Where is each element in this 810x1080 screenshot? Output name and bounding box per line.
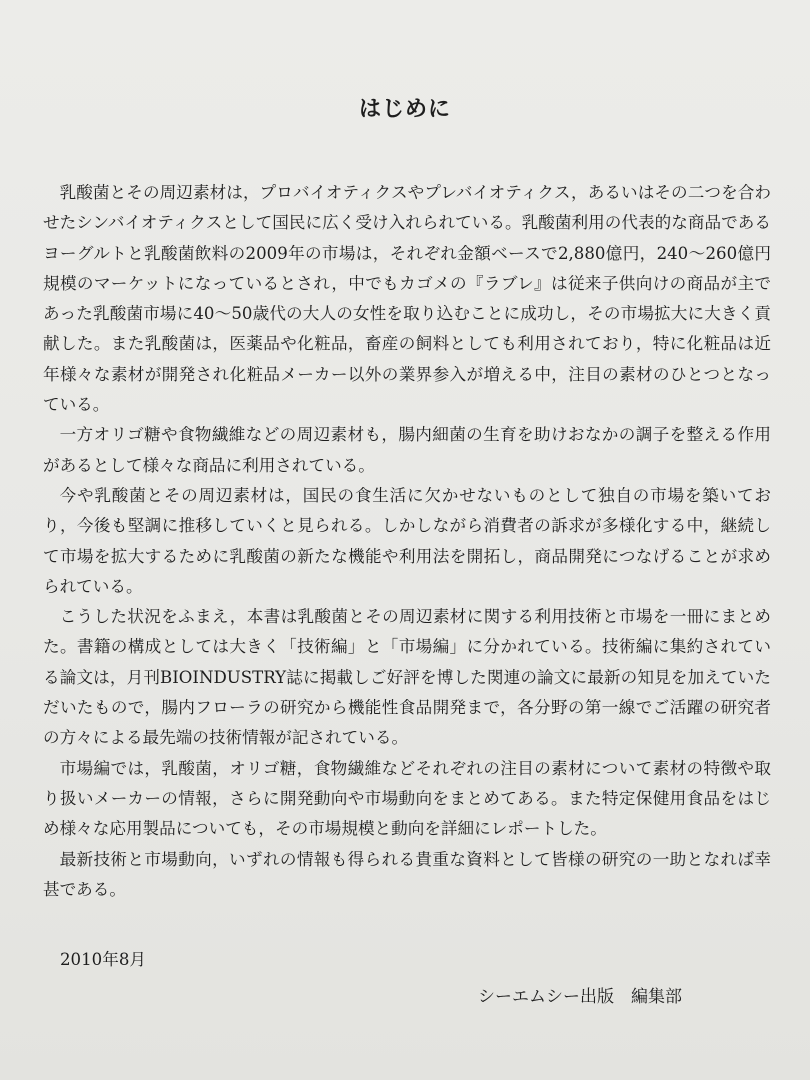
paragraph-3: 今や乳酸菌とその周辺素材は，国民の食生活に欠かせないものとして独自の市場を築いており，今後も堅調に推移していくと見られる。しかしながら消費者の訴求が多様化する中，継続して市場を拡大するために乳酸菌の新たな機能や利用法を開拓し，商品開発につなげることが求められている。: [43, 485, 771, 596]
publisher-signature: シーエムシー出版 編集部: [478, 987, 682, 1007]
paragraph-1: 乳酸菌とその周辺素材は，プロバイオティクスやプレバイオティクス，あるいはその二つを合わせたシンバイオティクスとして国民に広く受け入れられている。乳酸菌利用の代表的な商品であるヨーグルトと乳酸菌飲料の2009年の市場は，それぞれ金額ベースで2,880億円，240～260億円規模のマーケットになっているとされ，中でもカゴメの『ラブレ』は従来子供向けの商品が主であった乳酸菌市場に40～50歳代の大人の女性を取り込むことに成功し，その市場拡大に大きく貢献した。また乳酸菌は，医薬品や化粧品，畜産の飼料としても利用されており，特に化粧品は近年様々な素材が開発され化粧品メーカー以外の業界参入が増える中，注目の素材のひとつとなっている。: [43, 183, 771, 415]
publication-date: 2010年8月: [60, 950, 146, 969]
page-title: はじめに: [358, 96, 451, 122]
paragraph-5: 市場編では，乳酸菌，オリゴ糖，食物繊維などそれぞれの注目の素材について素材の特徴や取り扱いメーカーの情報，さらに開発動向や市場動向をまとめてある。また特定保健用食品をはじめ様々な応用製品についても，その市場規模と動向を詳細にレポートした。: [43, 758, 771, 839]
paragraph-6: 最新技術と市場動向，いずれの情報も得られる貴重な資料として皆様の研究の一助となれば幸甚である。: [43, 849, 771, 899]
paragraph-4: こうした状況をふまえ，本書は乳酸菌とその周辺素材に関する利用技術と市場を一冊にまとめた。書籍の構成としては大きく「技術編」と「市場編」に分かれている。技術編に集約されている論文は，月刊BIOINDUSTRY誌に掲載しご好評を博した関連の論文に最新の知見を加えていただいたもので，腸内フローラの研究から機能性食品開発まで，各分野の第一線でご活躍の研究者の方々による最先端の技術情報が記されている。: [43, 607, 771, 748]
paragraph-2: 一方オリゴ糖や食物繊維などの周辺素材も，腸内細菌の生育を助けおなかの調子を整える作用があるとして様々な商品に利用されている。: [43, 425, 771, 475]
preface-body: [43, 178, 771, 905]
